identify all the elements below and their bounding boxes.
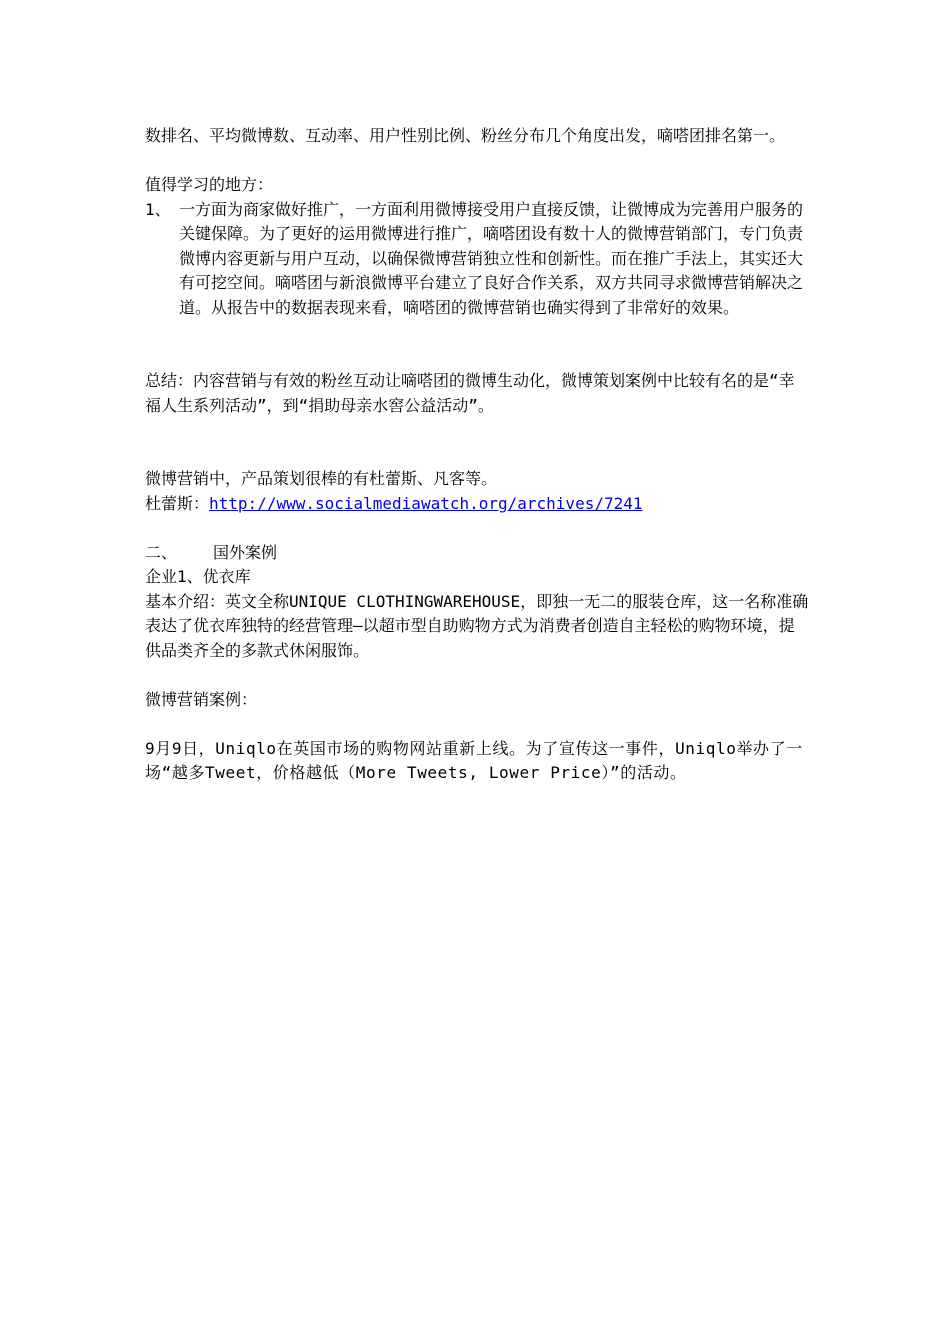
section-heading [145,541,810,566]
enterprise-heading: 企业1、优衣库 [145,567,251,586]
summary-paragraph: 总结：内容营销与有效的粉丝互动让嘀嗒团的微博生动化，微博策划案例中比较有名的是“幸福人生系列活动”，到“捐助母亲水窖公益活动”。 [145,371,795,415]
spacer [145,149,810,174]
document-body [145,124,810,786]
spacer [145,663,810,688]
spacer [145,418,810,467]
durex-label: 杜蕾斯： [145,493,210,513]
uniqlo-case-paragraph: 9月9日，Uniqlo在英国市场的购物网站重新上线。为了宣传这一事件，Uniqlo举办了一场“越多Tweet，价格越低（More Tweets, Lower Price）”的活动。 [145,738,803,782]
spacer [145,320,810,369]
section-title: 国外案例 [213,542,278,562]
basic-intro-paragraph: 基本介绍：英文全称UNIQUE CLOTHINGWAREHOUSE，即独一无二的服装仓库，这一名称准确表达了优衣库独特的经营管理—以超市型自助购物方式为消费者创造自主轻松的购物环境，提供品类齐全的多款式休闲服饰。 [145,591,809,660]
spacer [145,712,810,737]
product-paragraph: 微博营销中，产品策划很棒的有杜蕾斯、凡客等。 [145,469,498,488]
section-number: 二、 [145,542,178,562]
spacer [145,516,810,541]
list-item [145,198,810,321]
durex-line [145,492,810,517]
ranking-paragraph: 数排名、平均微博数、互动率、用户性别比例、粉丝分布几个角度出发，嘀嗒团排名第一。 [145,126,786,145]
list-number: 1、 [145,199,171,219]
case-heading: 微博营销案例： [145,689,258,709]
learn-heading: 值得学习的地方： [145,175,274,194]
list-item-text: 一方面为商家做好推广，一方面利用微博接受用户直接反馈，让微博成为完善用户服务的关键保障。为了更好的运用微博进行推广，嘀嗒团设有数十人的微博营销部门，专门负责微博内容更新与用户互动，以确保微博营销独立性和创新性。而在推广手法上，其实还大有可挖空间。嘀嗒团与新浪微博平台建立了良好合作关系，双方共同寻求微博营销解决之道。从报告中的数据表现来看，嘀嗒团的微博营销也确实得到了非常好的效果。 [179,199,804,317]
durex-link[interactable]: http://www.socialmediawatch.org/archives/7241 [209,493,643,513]
